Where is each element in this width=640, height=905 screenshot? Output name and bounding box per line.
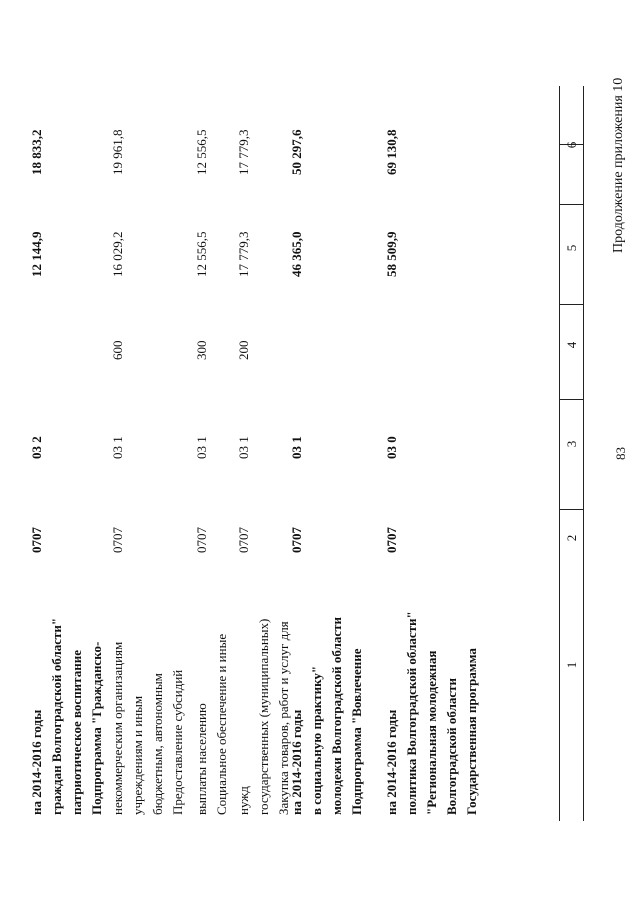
row-1-col5: 58 509,9: [384, 231, 399, 277]
header-col-6: 6: [564, 141, 579, 149]
row-5-name-line-4: некоммерческим организациям: [110, 641, 125, 815]
row-3-col3: 03 1: [236, 436, 251, 459]
row-1-name-line-2: Волгоградской области: [444, 677, 459, 815]
row-3-col2: 0707: [236, 527, 251, 553]
row-1-col3: 03 0: [384, 436, 399, 459]
row-2-col6: 50 297,6: [289, 129, 304, 175]
row-6-name-line-3: граждан Волгоградской области": [49, 617, 64, 815]
row-5-name-line-2: бюджетным, автономным: [150, 673, 165, 815]
header-col-5: 5: [564, 244, 579, 252]
row-1-col6: 69 130,8: [384, 129, 399, 175]
row-1-name-line-1: Государственная программа: [464, 648, 479, 815]
header-divider-4: [559, 204, 583, 205]
row-5-col5: 16 029,2: [110, 231, 125, 277]
table-top-border: [583, 86, 584, 821]
row-4-col4: 300: [194, 340, 209, 360]
row-2-name-line-3: в социальную практику": [309, 665, 324, 815]
row-2-name-line-1: Подпрограмма "Вовлечение: [349, 648, 364, 815]
row-1-name-line-3: "Региональная молодежная: [424, 650, 439, 815]
row-4-col2: 0707: [194, 527, 209, 553]
row-5-col6: 19 961,8: [110, 129, 125, 175]
header-bottom-border: [559, 86, 560, 821]
row-5-col3: 03 1: [110, 436, 125, 459]
row-6-name-line-2: патриотическое воспитание: [69, 650, 84, 815]
header-col-3: 3: [564, 440, 579, 448]
row-2-col2: 0707: [289, 527, 304, 553]
row-6-col6: 18 833,2: [29, 129, 44, 175]
appendix-title: Продолжение приложения 10: [611, 77, 626, 253]
row-4-col5: 12 556,5: [194, 231, 209, 277]
row-4-col3: 03 1: [194, 436, 209, 459]
row-2-col5: 46 365,0: [289, 231, 304, 277]
header-divider-2: [559, 399, 583, 400]
row-4-name-line-1: Социальное обеспечение и иные: [214, 633, 229, 815]
row-3-col6: 17 779,3: [236, 129, 251, 175]
row-3-name-line-3: нужд: [236, 786, 251, 815]
row-5-col4: 600: [110, 340, 125, 360]
row-1-name-line-5: на 2014-2016 годы: [384, 709, 399, 815]
header-col-2: 2: [564, 534, 579, 542]
row-6-col5: 12 144,9: [29, 231, 44, 277]
row-4-name-line-2: выплаты населению: [194, 703, 209, 815]
row-5-name-line-1: Предоставление субсидий: [170, 669, 185, 815]
row-5-name-line-3: учреждениям и иным: [130, 695, 145, 815]
row-6-name-line-4: на 2014-2016 годы: [29, 709, 44, 815]
row-3-name-line-1: Закупка товаров, работ и услуг для: [276, 621, 291, 815]
header-divider-1: [559, 509, 583, 510]
row-4-col6: 12 556,5: [194, 129, 209, 175]
row-1-name-line-4: политика Волгоградской области": [404, 611, 419, 815]
row-6-name-line-1: Подпрограмма "Гражданско-: [89, 641, 104, 815]
row-2-col3: 03 1: [289, 436, 304, 459]
row-2-name-line-2: молодежи Волгоградской области: [329, 617, 344, 815]
row-3-col5: 17 779,3: [236, 231, 251, 277]
header-col-4: 4: [564, 341, 579, 349]
row-5-col2: 0707: [110, 527, 125, 553]
page-number: 83: [613, 447, 628, 460]
row-6-col2: 0707: [29, 527, 44, 553]
row-6-col3: 03 2: [29, 436, 44, 459]
row-3-name-line-2: государственных (муниципальных): [256, 618, 271, 815]
row-2-name-line-4: на 2014-2016 годы: [289, 709, 304, 815]
row-3-col4: 200: [236, 340, 251, 360]
row-1-col2: 0707: [384, 527, 399, 553]
header-divider-3: [559, 304, 583, 305]
header-col-1: 1: [564, 661, 579, 669]
